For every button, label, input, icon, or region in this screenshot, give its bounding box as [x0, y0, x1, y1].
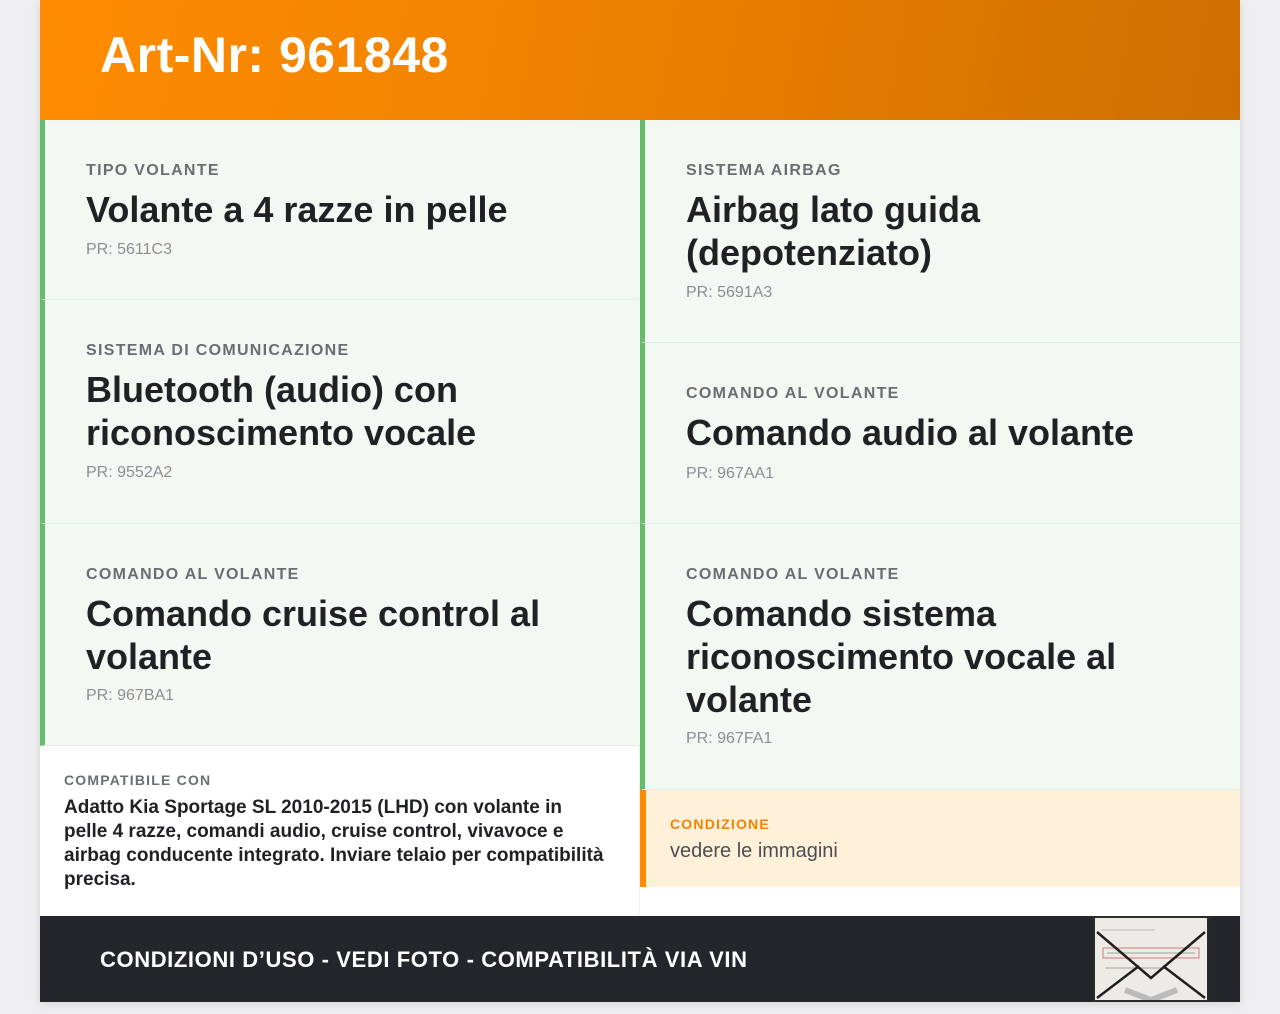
condition-box: [640, 790, 1240, 887]
spec-label: COMANDO AL VOLANTE: [86, 566, 300, 583]
spec-value: Comando sistema riconoscimento vocale al volante: [686, 593, 1117, 720]
spec-value: Comando cruise control al volante: [86, 593, 541, 677]
spec-label: TIPO VOLANTE: [86, 162, 220, 179]
spec-code: PR: 967BA1: [86, 687, 175, 704]
envelope-document-icon: [1095, 918, 1207, 1000]
spec-card-audio-control: [640, 343, 1240, 524]
spec-label: COMANDO AL VOLANTE: [686, 385, 900, 402]
compatibility-box: [40, 746, 640, 916]
spec-value: Volante a 4 razze in pelle: [86, 189, 508, 230]
spec-label: SISTEMA AIRBAG: [686, 162, 842, 179]
spec-code: PR: 5691A3: [686, 284, 773, 301]
spec-code: PR: 967AA1: [686, 465, 775, 482]
compatibility-label: COMPATIBILE CON: [64, 772, 212, 788]
footer-bar: [40, 916, 1240, 1002]
spec-value: Bluetooth (audio) con riconoscimento vocale: [86, 369, 477, 453]
spec-code: PR: 9552A2: [86, 464, 173, 481]
spec-value: Airbag lato guida (depotenziato): [686, 189, 981, 273]
header-bar: [40, 0, 1240, 120]
compatibility-text: Adatto Kia Sportage SL 2010-2015 (LHD) con volante in pelle 4 razze, comandi audio, cruise control, vivavoce e airbag conducente integrato. Inviare telaio per compatibilità precisa.: [64, 797, 604, 890]
footer-text: CONDIZIONI D’USO - VEDI FOTO - COMPATIBILITÀ VIA VIN: [100, 947, 748, 972]
spec-card-steering-type: [40, 120, 640, 300]
spec-card-cruise-control: [40, 524, 640, 746]
spec-code: PR: 5611C3: [86, 241, 172, 258]
spec-code: PR: 967FA1: [686, 730, 773, 747]
product-card: [40, 0, 1240, 1002]
spec-value: Comando audio al volante: [686, 412, 1135, 453]
spec-label: COMANDO AL VOLANTE: [686, 566, 900, 583]
spec-label: SISTEMA DI COMUNICAZIONE: [86, 342, 350, 359]
spec-card-communication: [40, 300, 640, 524]
document-photo-thumbnail-icon[interactable]: [1093, 916, 1209, 1002]
spec-card-airbag: [640, 120, 1240, 343]
spec-card-voice-control: [640, 524, 1240, 790]
condition-label: CONDIZIONE: [670, 816, 770, 832]
article-number-title: Art-Nr: 961848: [100, 27, 449, 83]
condition-text: vedere le immagini: [670, 840, 838, 862]
